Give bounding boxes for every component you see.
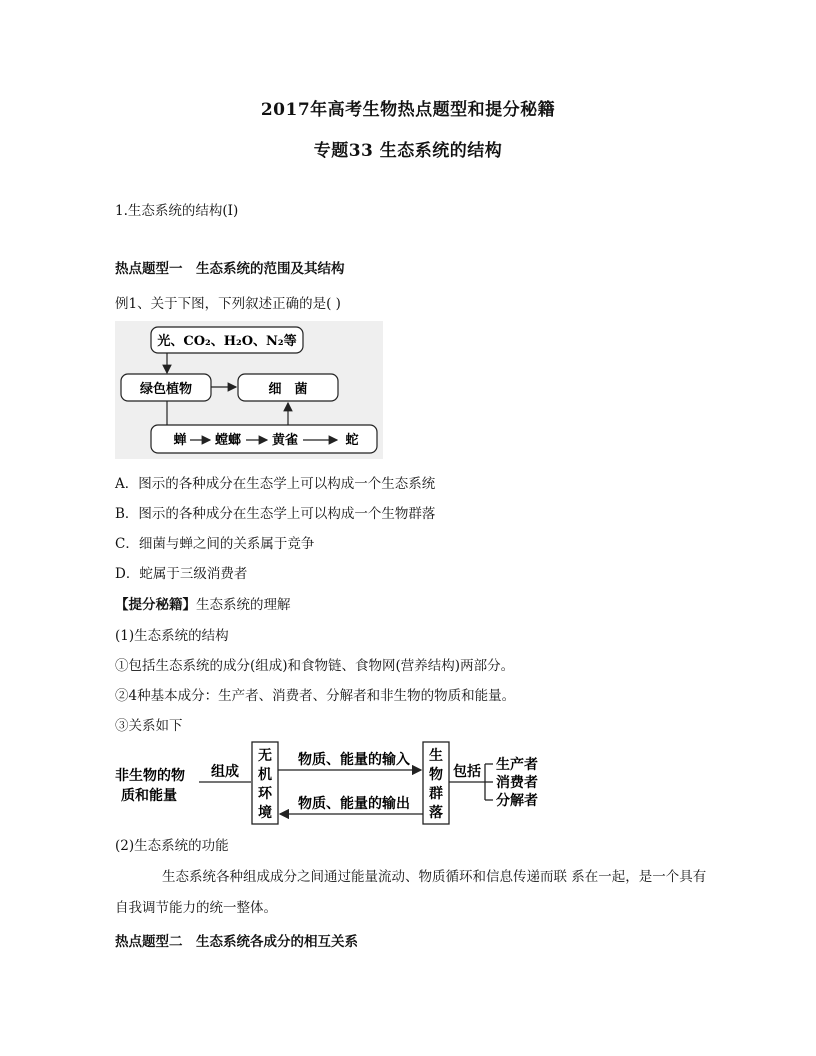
input-label: 物质、能量的输入: [298, 752, 410, 768]
env-char-3: 环: [258, 786, 272, 802]
chain-cicada: 蝉: [173, 433, 187, 448]
abiotic-text-line2: 质和能量: [121, 788, 177, 804]
role-producer: 生产者: [496, 757, 538, 773]
document-title: 2017年高考生物热点题型和提分秘籍: [260, 100, 556, 120]
function-paragraph-line1: 生态系统各种组成成分之间通过能量流动、物质循环和信息传递而联 系在一起，是一个具有: [162, 869, 707, 885]
section2-heading: 热点题型二 生态系统各成分的相互关系: [115, 934, 358, 950]
include-label: 包括: [453, 764, 481, 780]
env-char-4: 境: [258, 805, 272, 821]
output-label: 物质、能量的输出: [298, 796, 410, 812]
tips-point1: ①包括生态系统的成分(组成)和食物链、食物网(营养结构)两部分。: [115, 658, 515, 674]
tips-item1: (1)生态系统的结构: [115, 628, 229, 644]
community-char-4: 落: [429, 805, 443, 821]
outline-item: 1.生态系统的结构(Ⅰ): [115, 203, 239, 219]
tips-item2: (2)生态系统的功能: [115, 838, 229, 854]
option-d: D．蛇属于三级消费者: [115, 566, 248, 582]
bacteria-label: 细 菌: [268, 382, 308, 397]
env-char-1: 无: [258, 748, 272, 764]
role-decomposer: 分解者: [496, 793, 538, 809]
tips-point2: ②4种基本成分：生产者、消费者、分解者和非生物的物质和能量。: [115, 688, 516, 704]
env-char-2: 机: [258, 767, 272, 783]
chain-oriole: 黄雀: [271, 433, 299, 448]
relationship-diagram: [115, 738, 560, 828]
compose-label: 组成: [211, 764, 239, 780]
tips-heading: [115, 593, 291, 613]
tips-label: 【提分秘籍】: [115, 597, 196, 613]
chain-snake: 蛇: [345, 433, 359, 448]
role-consumer: 消费者: [496, 775, 538, 791]
community-char-3: 群: [429, 786, 443, 802]
tips-title: 生态系统的理解: [196, 597, 291, 613]
ecosystem-diagram: [115, 321, 383, 459]
abiotic-text-line1: 非生物的物: [115, 768, 185, 784]
plants-label: 绿色植物: [139, 382, 193, 397]
abiotic-label: 光、CO₂、H₂O、N₂等: [157, 334, 297, 349]
community-char-1: 生: [429, 748, 443, 764]
tips-point3: ③关系如下: [115, 718, 183, 734]
chain-mantis: 螳螂: [214, 433, 242, 448]
example-question: 例1、关于下图，下列叙述正确的是( ): [115, 296, 341, 312]
option-c: C．细菌与蝉之间的关系属于竞争: [115, 536, 315, 552]
section1-heading: 热点题型一 生态系统的范围及其结构: [115, 261, 345, 277]
document-subtitle: 专题33 生态系统的结构: [313, 141, 503, 161]
option-a: A．图示的各种成分在生态学上可以构成一个生态系统: [115, 476, 436, 492]
community-char-2: 物: [429, 767, 443, 783]
function-paragraph-line2: 自我调节能力的统一整体。: [115, 900, 277, 916]
option-b: B．图示的各种成分在生态学上可以构成一个生物群落: [115, 506, 436, 522]
